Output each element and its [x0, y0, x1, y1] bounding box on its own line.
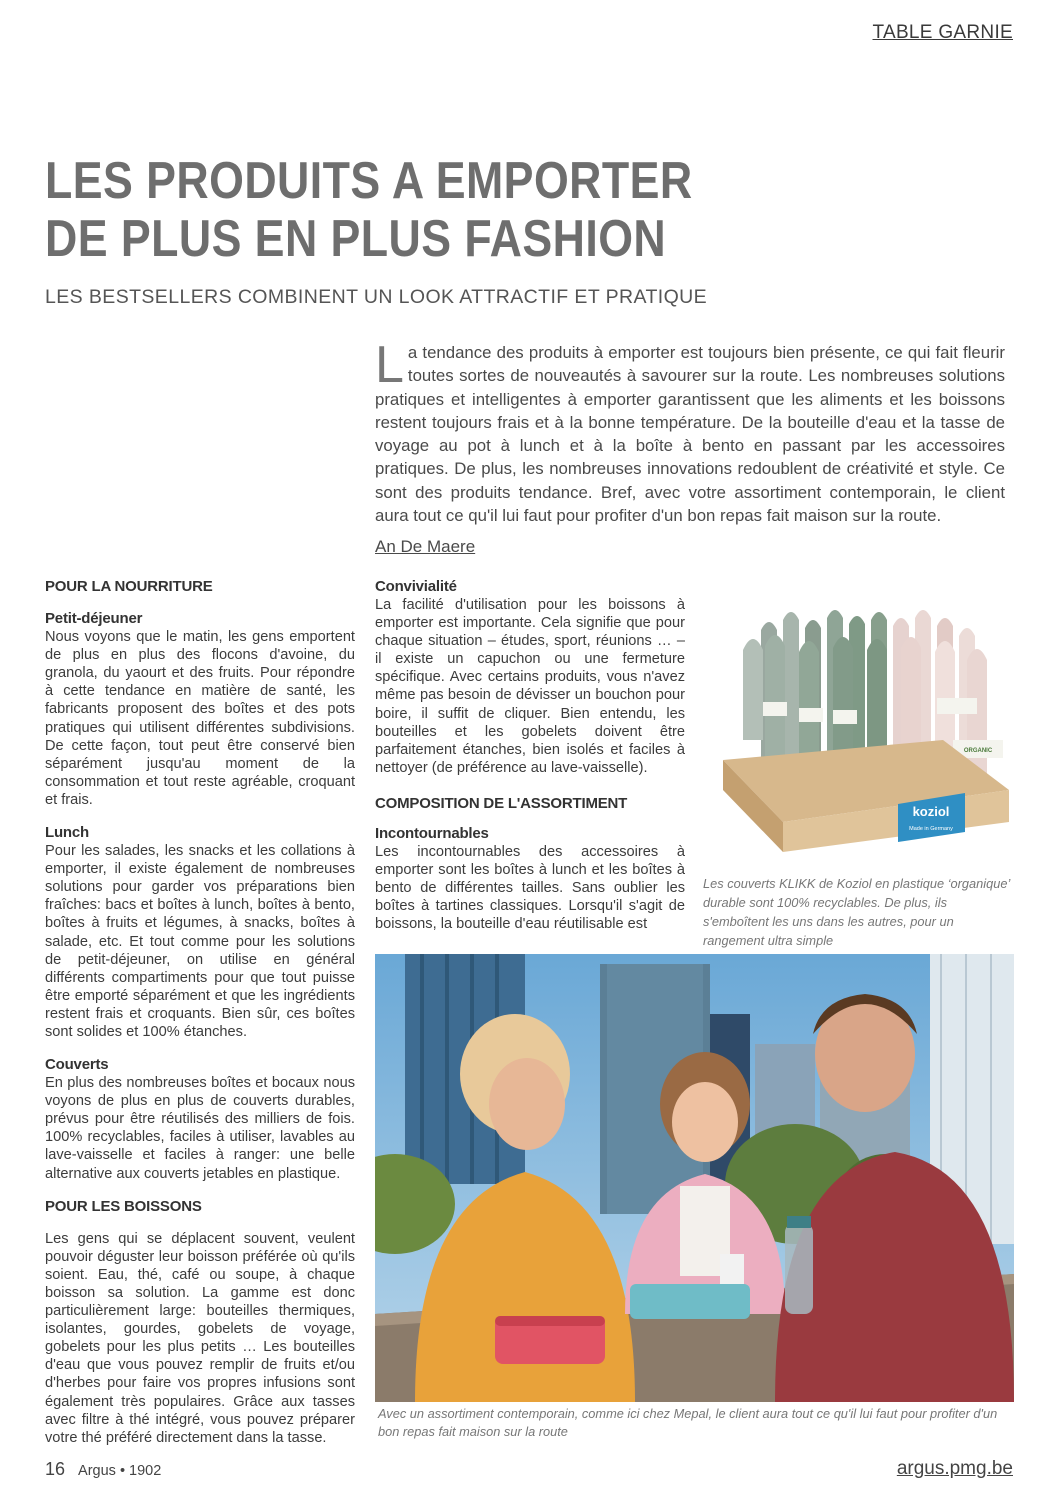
heading-drinks: POUR LES BOISSONS [45, 1197, 202, 1215]
magazine-issue: Argus • 1902 [78, 1463, 162, 1479]
title-line-2: DE PLUS EN PLUS FASHION [45, 210, 667, 268]
subheading-musthave: Incontournables [375, 825, 489, 843]
subheading-conviviality: Convivialité [375, 578, 457, 595]
heading-food: POUR LA NOURRITURE [45, 578, 213, 595]
breakfast-text: Nous voyons que le matin, les gens emportent de plus en plus des flocons d'avoine, du granola, du yaourt et des fruits. Pour répondre à cette tendance en matière de santé, les fabricants proposent des boîtes et des pots pratiques qui utilisent différentes subdivisions. De cette façon, tout peut être conservé bien séparément jusqu'au moment de la consommation et tout reste agréable, croquant et frais. [45, 629, 355, 808]
author-link[interactable]: An De Maere [375, 537, 476, 556]
drinks-text: Les gens qui se déplacent souvent, veulent pouvoir déguster leur boisson préférée où qu'ils soient. Eau, thé, café ou soupe, à chaque boisson sa solution. La gamme est donc particulièrement large: bouteilles thermiques, isolantes, gourdes, gobelets de voyage, gobelets pour les plus petits … Les bouteilles d'eau que vous pouvez remplir de fruits et/ou d'herbes pour faire vos propres infusions sont également très populaires. Grâce aux tasses avec filtre à thé intégré, vous pouvez préparer votre thé préféré directement dans la tasse. [45, 1230, 355, 1446]
footer-left [45, 1459, 161, 1480]
musthave-text: Les incontournables des accessoires à emporter sont les boîtes à lunch et les boîtes à bento de différentes tailles. Sans oublier les boîtes à tartines classiques. Lorsqu'il s'agit de boissons, la bouteille d'eau réutilisable est [375, 844, 685, 933]
koziol-logo: koziol [912, 804, 950, 819]
subheading-breakfast: Petit-déjeuner [45, 610, 143, 628]
page-number: 16 [45, 1459, 66, 1479]
cutlery-text: En plus des nombreuses boîtes et bocaux nous voyons de plus en plus de couverts durables, prévus pour être réutilisés des milliers de fois. 100% recyclables, faciles à utiliser, lavables au lave-vaisselle et faciles à ranger: une belle alternative aux couverts jetables en plastique. [45, 1075, 355, 1182]
section-tag[interactable]: TABLE GARNIE [872, 22, 1013, 43]
website-link[interactable]: argus.pmg.be [896, 1458, 1013, 1479]
caption-koziol: Les couverts KLIKK de Koziol en plastique ‘organique’ durable sont 100% recyclables. De plus, ils s'emboîtent les uns dans les autres, pour un rangement ultra simple [703, 876, 1010, 948]
lunch-text: Pour les salades, les snacks et les collations à emporter, il existe également de nombreuses solutions pour garder vos préparations bien fraîches: bacs et boîtes à lunch, boîtes à bento, boîtes à fruits et légumes, à snacks, boîtes à salade, etc. Et tout comme pour les solutions de petit-déjeuner, on utilise en général différents compartiments pour que tout puisse être emporté séparément et que les ingrédients restent frais et croquants. Bien sûr, ces boîtes sont solides et 100% étanches. [45, 843, 355, 1040]
column-middle [375, 578, 685, 934]
title-line-1: LES PRODUITS A EMPORTER [45, 152, 693, 210]
koziol-display-illustration [703, 590, 1013, 868]
conviviality-text: La facilité d'utilisation pour les boissons à emporter est importante. Cela signifie que pour chaque situation – études, sport, réunions … – il existe un capuchon ou une fermeture spécifique. Avec certains produits, vous n'avez même pas besoin de dévisser un bouchon pour boire, il suffit de cliquer. Bien entendu, les bouteilles et les gobelets doivent être parfaitement étanches, bien isolés et faciles à nettoyer (de préférence au lave-vaisselle). [375, 597, 685, 776]
article-title [45, 152, 733, 268]
subheading-cutlery: Couverts [45, 1056, 109, 1074]
drop-cap: L [375, 336, 404, 394]
article-subtitle: LES BESTSELLERS COMBINENT UN LOOK ATTRACTIF ET PRATIQUE [45, 286, 708, 308]
koziol-made-in: Made in Germany [909, 826, 953, 832]
caption-mepal: Avec un assortiment contemporain, comme ici chez Mepal, le client aura tout ce qu'il lui faut pour profiter d'un bon repas fait maison sur la route [378, 1406, 998, 1439]
column-left [45, 578, 355, 1447]
intro-paragraph [375, 336, 1005, 527]
mepal-lunch-photo [375, 954, 1014, 1402]
heading-assortment: COMPOSITION DE L'ASSORTIMENT [375, 794, 628, 812]
friends-lunch-illustration [375, 954, 1014, 1402]
subheading-lunch: Lunch [45, 824, 89, 842]
intro-text: a tendance des produits à emporter est toujours bien présente, ce qui fait fleurir toutes sortes de nouveautés à savourer sur la route. Les nombreuses solutions pratiques et intelligentes à emporter garantissent que les aliments et les boissons restent toujours frais et à la bonne température. De la bouteille d'eau et la tasse de voyage au pot à lunch et à la boîte à bento en passant par les accessoires pratiques. De plus, les nombreuses innovations redoublent de créativité et style. Ce sont des produits tendance. Bref, avec votre assortiment contemporain, le client aura tout ce qu'il lui faut pour profiter d'un bon repas fait maison sur la route. [375, 343, 1005, 526]
organic-label: ORGANIC [963, 748, 993, 754]
koziol-cutlery-photo [703, 590, 1013, 868]
